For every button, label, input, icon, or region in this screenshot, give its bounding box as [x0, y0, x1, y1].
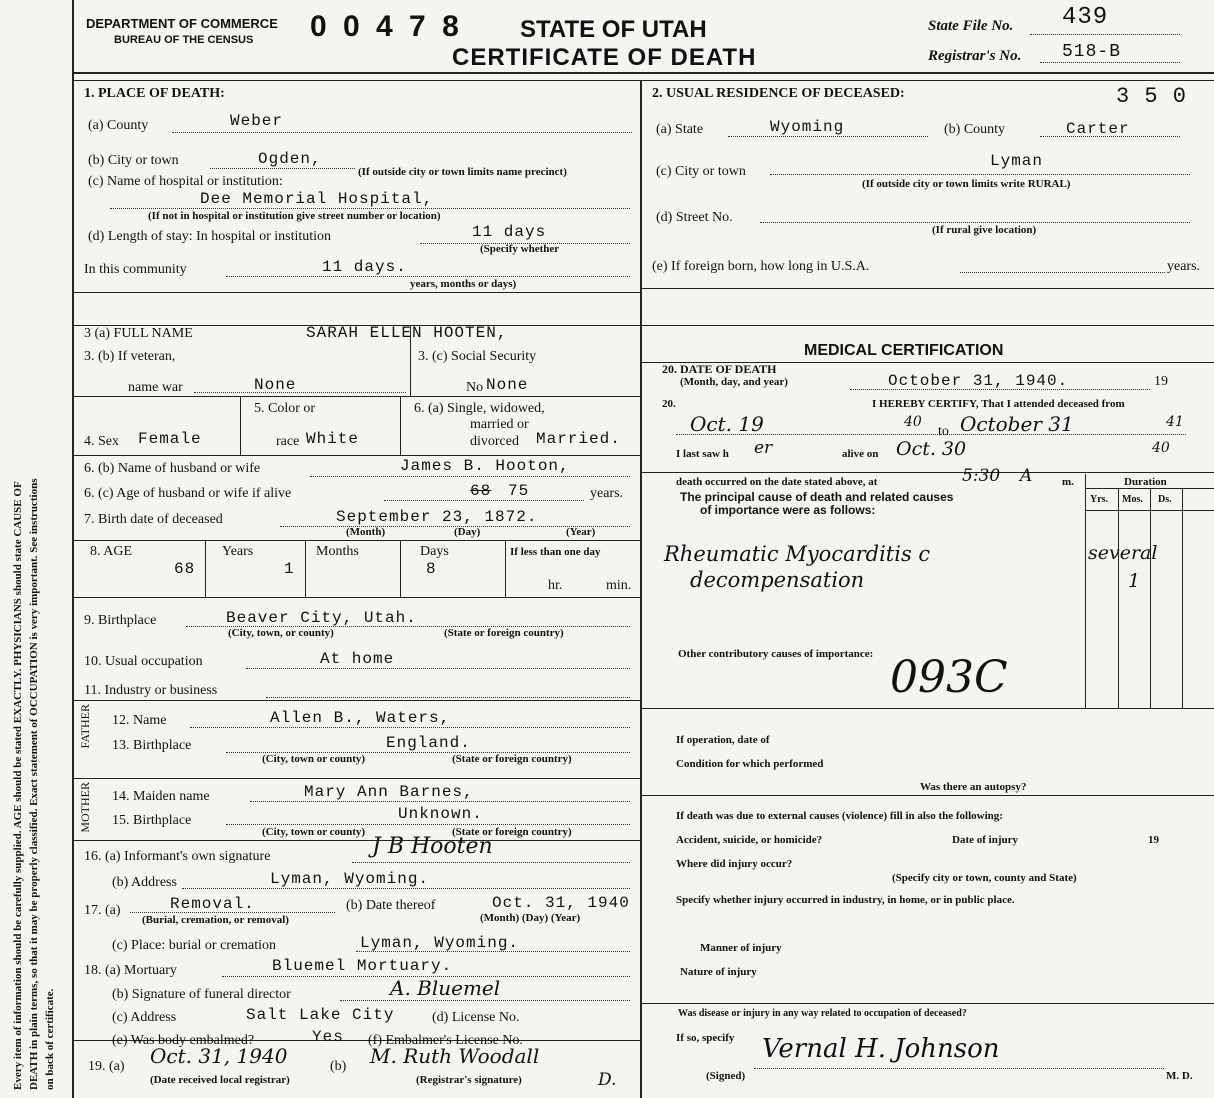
principal-line1: The principal cause of death and related causes	[680, 490, 954, 504]
birth-month-note: (Month)	[346, 526, 386, 538]
death-date-tail: 19	[1154, 374, 1168, 389]
age-min: min.	[606, 578, 632, 593]
death-am: A	[1020, 466, 1033, 486]
certify-text: I HEREBY CERTIFY, That I attended deceased from	[872, 398, 1125, 410]
cause-line1: Rheumatic Myocarditis c	[664, 542, 931, 566]
father-birth-value: England.	[386, 734, 471, 752]
community-note: years, months or days)	[410, 278, 517, 290]
race-value: White	[306, 430, 360, 448]
burial-place-value: Lyman, Wyoming.	[360, 934, 520, 952]
mother-city-note: (City, town or county)	[262, 826, 366, 838]
mother-birth-value: Unknown.	[398, 805, 483, 823]
alive-on-year: 40	[1152, 440, 1170, 456]
received-note: (Date received local registrar)	[150, 1074, 290, 1086]
state-file-number: 439	[1062, 4, 1109, 31]
birthplace-label: 9. Birthplace	[84, 613, 157, 628]
bureau-name: BUREAU OF THE CENSUS	[114, 34, 254, 46]
city-note: (If outside city or town limits name precinct)	[358, 166, 567, 178]
stay-note: (Specify whether	[480, 243, 560, 255]
fullname-label: 3 (a) FULL NAME	[84, 326, 193, 341]
foreign-label: (e) If foreign born, how long in U.S.A.	[652, 259, 870, 274]
death-date-note: (Month, day, and year)	[680, 376, 788, 388]
side-note-line1: Every item of information should be carefully supplied. AGE should be stated EXACTLY. PHYSICIANS should state CAUSE OF	[12, 481, 24, 1090]
embalmed-label: (e) Was body embalmed?	[112, 1033, 255, 1048]
age-days-head: Days	[420, 544, 449, 559]
mortuary-address-label: (c) Address	[112, 1010, 177, 1025]
community-value: 11 days.	[322, 258, 407, 276]
place-title: 1. PLACE OF DEATH:	[84, 86, 225, 101]
county-label: (a) County	[88, 118, 149, 133]
age-years-value: 68	[174, 560, 196, 578]
director-signature: A. Bluemel	[390, 976, 501, 1000]
operation-label: If operation, date of	[676, 734, 770, 746]
md-label: M. D.	[1166, 1070, 1193, 1082]
res-city-note: (If outside city or town limits write RURAL)	[862, 178, 1071, 190]
disposition-note: (Burial, cremation, or removal)	[142, 914, 289, 926]
war-value: None	[254, 376, 297, 394]
mortuary-address-value: Salt Lake City	[246, 1006, 395, 1024]
husband-age-value: 75	[508, 482, 530, 500]
informant-addr-label: (b) Address	[112, 875, 177, 890]
veteran-label: 3. (b) If veteran,	[84, 349, 176, 364]
color-label: 5. Color or	[254, 401, 316, 416]
res-state-value: Wyoming	[770, 118, 845, 136]
last-saw-label: I last saw h	[676, 448, 729, 460]
war-label: name war	[128, 380, 183, 395]
where-note: (Specify city or town, county and State)	[892, 872, 1077, 884]
marital-label3: divorced	[470, 434, 519, 449]
side-note-line3: on back of certificate.	[44, 988, 56, 1090]
foreign-unit: years.	[1167, 259, 1201, 274]
duration-ds: Ds.	[1158, 494, 1172, 505]
manner-label: Manner of injury	[700, 942, 782, 954]
alive-on-date: Oct. 30	[896, 438, 967, 460]
father-side-label: FATHER	[78, 704, 92, 749]
condition-label: Condition for which performed	[676, 758, 824, 770]
industry-label: 11. Industry or business	[84, 683, 218, 698]
state-title: STATE OF UTAH	[520, 16, 707, 43]
city-label: (b) City or town	[88, 153, 179, 168]
hospital-value: Dee Memorial Hospital,	[200, 190, 434, 208]
father-birth-label: 13. Birthplace	[112, 738, 192, 753]
informant-sig-label: 16. (a) Informant's own signature	[84, 849, 271, 864]
birthplace-value: Beaver City, Utah.	[226, 609, 417, 627]
contrib-label: Other contributory causes of importance:	[678, 648, 874, 660]
disp-date-label: (b) Date thereof	[346, 898, 436, 913]
embalmed-value: Yes	[312, 1028, 344, 1046]
sex-value: Female	[138, 430, 202, 448]
death-m: m.	[1062, 476, 1074, 488]
occupation-question: Was disease or injury in any way related to occupation of deceased?	[678, 1008, 967, 1019]
age-years-head: Years	[222, 544, 254, 559]
age-months-head: Months	[316, 544, 359, 559]
mortuary-label: 18. (a) Mortuary	[84, 963, 177, 978]
license-label: (d) License No.	[432, 1010, 520, 1025]
husband-value: James B. Hooton,	[400, 457, 570, 475]
side-note-line2: DEATH in plain terms, so that it may be properly classified. Exact statement of OCCUPATION is very important. See instructions	[28, 478, 40, 1090]
county-value: Weber	[230, 112, 284, 130]
serial-number: 0 0 4 7 8	[310, 10, 463, 43]
alive-on-label: alive on	[842, 448, 879, 460]
attended-from-year: 40	[904, 414, 922, 430]
certify-prefix: 20.	[662, 398, 676, 410]
marital-label2: married or	[470, 417, 529, 432]
received-date: Oct. 31, 1940	[150, 1044, 288, 1068]
embalmer-label: (f) Embalmer's License No.	[368, 1033, 523, 1048]
marital-value: Married.	[536, 430, 621, 448]
received-label: 19. (a)	[88, 1059, 125, 1074]
disp-date-value: Oct. 31, 1940	[492, 894, 630, 912]
marital-label1: 6. (a) Single, widowed,	[414, 401, 545, 416]
res-state-label: (a) State	[656, 122, 704, 137]
death-date-value: October 31, 1940.	[888, 372, 1069, 390]
specify-label: If so, specify	[676, 1032, 735, 1044]
age-label: 8. AGE	[90, 544, 132, 559]
age-hr: hr.	[548, 578, 563, 593]
medical-title: MEDICAL CERTIFICATION	[804, 342, 1004, 359]
certificate-title: CERTIFICATE OF DEATH	[452, 44, 757, 71]
last-saw-hand: er	[754, 438, 773, 458]
hospital-note: (If not in hospital or institution give street number or location)	[148, 210, 441, 222]
birthdate-value: September 23, 1872.	[336, 508, 538, 526]
res-street-label: (d) Street No.	[656, 210, 733, 225]
disp-date-note: (Month) (Day) (Year)	[480, 912, 581, 924]
physician-signature: Vernal H. Johnson	[762, 1034, 1000, 1064]
registrar-dr: D.	[598, 1070, 617, 1090]
age-lt-head: If less than one day	[510, 546, 601, 558]
father-name-label: 12. Name	[112, 713, 167, 728]
where-label: Where did injury occur?	[676, 858, 793, 870]
community-label: In this community	[84, 262, 187, 277]
age-months-value: 1	[284, 560, 295, 578]
disposition-label: 17. (a)	[84, 903, 121, 918]
occupation-label: 10. Usual occupation	[84, 654, 203, 669]
registrar-label: Registrar's No.	[928, 48, 1022, 64]
attended-to-year: 41	[1166, 414, 1184, 430]
husband-age-label: 6. (c) Age of husband or wife if alive	[84, 486, 292, 501]
duration-value1: several	[1088, 542, 1158, 564]
husband-age-struck: 68	[470, 482, 492, 500]
mother-name-value: Mary Ann Barnes,	[304, 783, 474, 801]
injury-date-tail: 19	[1148, 834, 1159, 846]
director-label: (b) Signature of funeral director	[112, 987, 291, 1002]
fullname-value: SARAH ELLEN HOOTEN,	[306, 324, 508, 342]
signed-label: (Signed)	[706, 1070, 746, 1082]
race-label: race	[276, 434, 300, 449]
mother-name-label: 14. Maiden name	[112, 789, 210, 804]
ss-prefix: No	[466, 380, 484, 395]
registrar-signature: M. Ruth Woodall	[370, 1044, 540, 1068]
registrar-number: 518-B	[1062, 42, 1122, 62]
death-date-label: 20. DATE OF DEATH	[662, 362, 777, 376]
duration-yrs: Yrs.	[1090, 494, 1109, 505]
cause-code: 093C	[890, 652, 1008, 703]
occurred-label: death occurred on the date stated above, at	[676, 476, 878, 488]
res-street-note: (If rural give location)	[932, 224, 1037, 236]
father-name-value: Allen B., Waters,	[270, 709, 451, 727]
duration-mos: Mos.	[1122, 494, 1143, 505]
birthplace-note1: (City, town, or county)	[228, 627, 334, 639]
birthplace-note2: (State or foreign country)	[444, 627, 564, 639]
ss-label: 3. (c) Social Security	[418, 349, 537, 364]
injury-date-label: Date of injury	[952, 834, 1018, 846]
disposition-value: Removal.	[170, 895, 255, 913]
birth-day-note: (Day)	[454, 526, 481, 538]
res-city-label: (c) City or town	[656, 164, 746, 179]
dept-name: DEPARTMENT OF COMMERCE	[86, 16, 278, 31]
duration-head: Duration	[1124, 476, 1167, 488]
father-city-note: (City, town or county)	[262, 753, 366, 765]
hospital-label: (c) Name of hospital or institution:	[88, 174, 283, 189]
stay-label: (d) Length of stay: In hospital or institution	[88, 229, 332, 244]
state-file-label: State File No.	[928, 18, 1014, 34]
ss-value: None	[486, 376, 529, 394]
duration-value2: 1	[1128, 570, 1141, 592]
sex-label: 4. Sex	[84, 434, 119, 449]
birth-year-note: (Year)	[566, 526, 596, 538]
attended-to-word: to	[938, 424, 949, 439]
informant-addr-value: Lyman, Wyoming.	[270, 870, 430, 888]
registrar-sig-label: (b)	[330, 1059, 347, 1074]
years-word: years.	[590, 486, 624, 501]
registrar-sig-note: (Registrar's signature)	[416, 1074, 522, 1086]
birthdate-label: 7. Birth date of deceased	[84, 512, 223, 527]
principal-line2: of importance were as follows:	[700, 503, 876, 517]
attended-from: Oct. 19	[690, 412, 764, 436]
nature-label: Nature of injury	[680, 966, 757, 978]
res-county-label: (b) County	[944, 122, 1006, 137]
attended-to: October 31	[960, 412, 1074, 436]
burial-place-label: (c) Place: burial or cremation	[112, 938, 277, 953]
death-time: 5:30	[962, 466, 1001, 486]
occupation-value: At home	[320, 650, 395, 668]
husband-label: 6. (b) Name of husband or wife	[84, 461, 261, 476]
accident-label: Accident, suicide, or homicide?	[676, 834, 823, 846]
specify-note: Specify whether injury occurred in industry, in home, or in public place.	[676, 894, 1015, 906]
residence-title: 2. USUAL RESIDENCE OF DECEASED:	[652, 86, 905, 101]
stay-value: 11 days	[472, 223, 547, 241]
cause-line2: decompensation	[690, 568, 865, 592]
mother-side-label: MOTHER	[78, 782, 92, 833]
mother-birth-label: 15. Birthplace	[112, 813, 192, 828]
autopsy-label: Was there an autopsy?	[920, 781, 1027, 793]
city-value: Ogden,	[258, 150, 322, 168]
father-state-note: (State or foreign country)	[452, 753, 572, 765]
mortuary-value: Bluemel Mortuary.	[272, 957, 453, 975]
informant-signature: J B Hooten	[372, 834, 493, 859]
mother-state-note: (State or foreign country)	[452, 826, 572, 838]
res-city-value: Lyman	[990, 152, 1044, 170]
res-county-value: Carter	[1066, 120, 1130, 138]
age-days-value: 8	[426, 560, 437, 578]
external-label: If death was due to external causes (violence) fill in also the following:	[676, 810, 1003, 822]
residence-code: 3 5 0	[1116, 84, 1188, 109]
